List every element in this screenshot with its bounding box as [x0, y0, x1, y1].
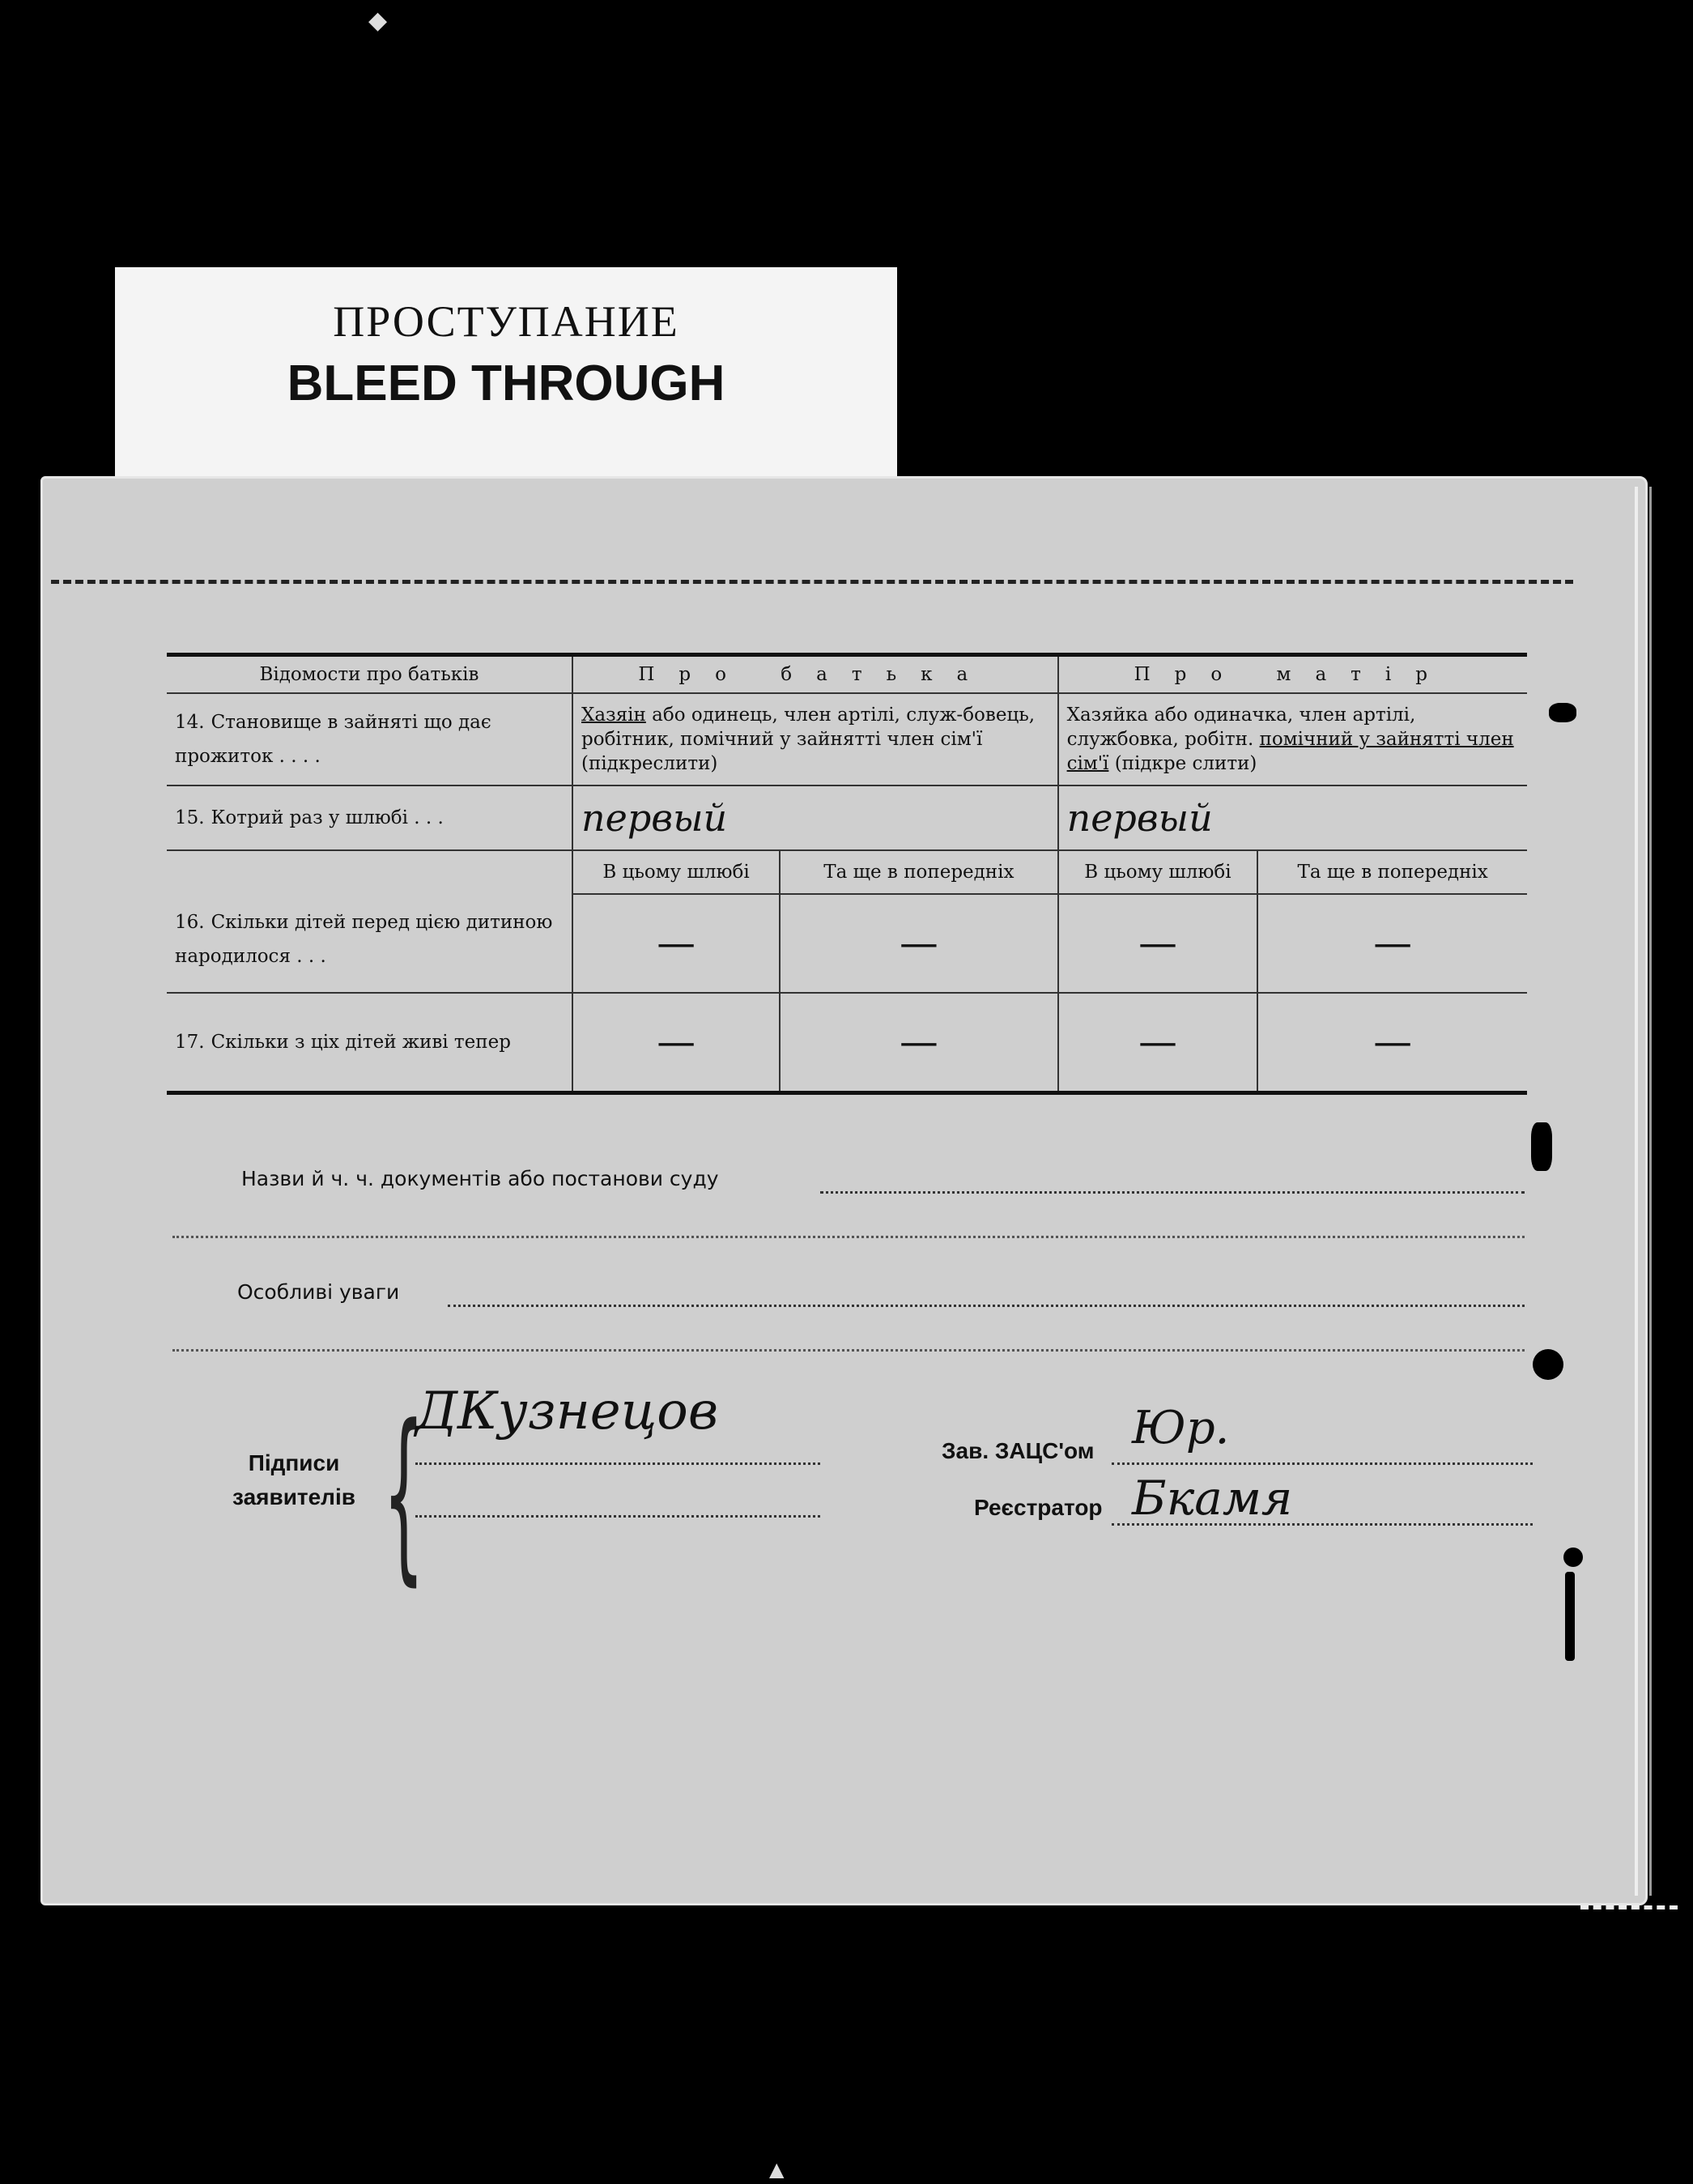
children-born-father-this: — — [572, 894, 780, 993]
question-14 — [167, 693, 572, 785]
applicant-signature-line-1 — [415, 1462, 820, 1465]
punch-hole — [1549, 703, 1576, 722]
punch-hole — [1563, 1548, 1583, 1567]
bleed-through-label-card — [115, 267, 897, 476]
question-text: Котрий раз у шлюбі . . . — [211, 807, 444, 828]
paper-edge — [1635, 487, 1652, 1896]
applicant-signature-line-2 — [415, 1515, 820, 1518]
registrar-line — [1112, 1523, 1533, 1526]
zags-head-line — [1112, 1462, 1533, 1465]
question-15 — [167, 785, 572, 850]
subheader-father-previous: Та ще в попередніх — [780, 850, 1057, 894]
label-card-english: BLEED THROUGH — [287, 355, 725, 411]
underlined-option: Хазяін — [581, 705, 646, 726]
applicant-signature: ДКузнецов — [415, 1381, 719, 1441]
question-number: 16. — [175, 912, 205, 933]
children-born-father-prev: — — [780, 894, 1057, 993]
punch-hole — [1565, 1572, 1575, 1661]
children-born-mother-prev: — — [1257, 894, 1527, 993]
zags-head-signature: Юр. — [1132, 1402, 1230, 1454]
applicants-signatures-label — [221, 1446, 367, 1514]
label-card-russian: ПРОСТУПАНИЕ — [333, 297, 679, 346]
subheader-mother-this-marriage: В цьому шлюбі — [1058, 850, 1258, 894]
header-about-mother: Про матір — [1058, 655, 1527, 694]
children-alive-father-this: — — [572, 993, 780, 1093]
question-16 — [167, 850, 572, 993]
header-about-father: Про батька — [572, 655, 1058, 694]
documents-label: Назви й ч. ч. документів або постанови суду — [241, 1167, 719, 1190]
scan-mark: ◆ — [368, 6, 388, 35]
documents-line-2 — [172, 1236, 1525, 1238]
children-born-mother-this: — — [1058, 894, 1258, 993]
signatures-label-line2: заявителів — [232, 1484, 355, 1509]
question-text: Скільки дітей перед цією дитиною народилося . . . — [175, 912, 553, 967]
signatures-label-line1: Підписи — [248, 1450, 340, 1475]
question-number: 14. — [175, 712, 205, 733]
mother-occupation-options — [1058, 693, 1527, 785]
question-number: 15. — [175, 807, 205, 828]
children-alive-father-prev: — — [780, 993, 1057, 1093]
father-marriage-count: первый — [572, 785, 1058, 850]
punch-hole — [1533, 1349, 1563, 1380]
scan-mark: ▲ — [769, 2158, 785, 2181]
options-text: або одинець, член артілі, служ-бовець, робітник, помічний у зайнятті член сім'ї (підкреслити) — [581, 705, 1036, 774]
remarks-line-2 — [172, 1349, 1525, 1352]
remarks-label: Особливі уваги — [237, 1280, 400, 1304]
underlined-option: помічний у зайнятті член сім'ї — [1066, 729, 1514, 774]
father-occupation-options — [572, 693, 1058, 785]
documents-line — [820, 1191, 1525, 1194]
remarks-line — [448, 1305, 1525, 1307]
brace: { — [383, 1386, 425, 1603]
question-number: 17. — [175, 1032, 205, 1053]
question-17 — [167, 993, 572, 1093]
question-text: Становище в зайняті що дає прожиток . . . . — [175, 712, 491, 767]
punch-hole — [1531, 1122, 1552, 1171]
header-parents-info: Відомости про батьків — [167, 655, 572, 694]
question-text: Скільки з ціх дітей живі тепер — [211, 1032, 511, 1053]
options-text: (підкре слити) — [1108, 753, 1257, 774]
subheader-mother-previous: Та ще в попередніх — [1257, 850, 1527, 894]
children-alive-mother-prev: — — [1257, 993, 1527, 1093]
registrar-signature: Бкамя — [1132, 1471, 1293, 1526]
perforation-line — [51, 580, 1573, 584]
registrar-label: Реєстратор — [974, 1495, 1103, 1520]
children-alive-mother-this: — — [1058, 993, 1258, 1093]
mother-marriage-count: первый — [1058, 785, 1527, 850]
options-text: Хазяйка або одиначка, член артілі, службовка, робітн. — [1066, 705, 1416, 750]
zags-head-label: Зав. ЗАЦС'ом — [942, 1438, 1095, 1463]
document-page — [40, 476, 1648, 1905]
perforation-line-bottom — [1580, 1905, 1678, 1909]
parents-info-table — [167, 653, 1527, 1095]
subheader-father-this-marriage: В цьому шлюбі — [572, 850, 780, 894]
